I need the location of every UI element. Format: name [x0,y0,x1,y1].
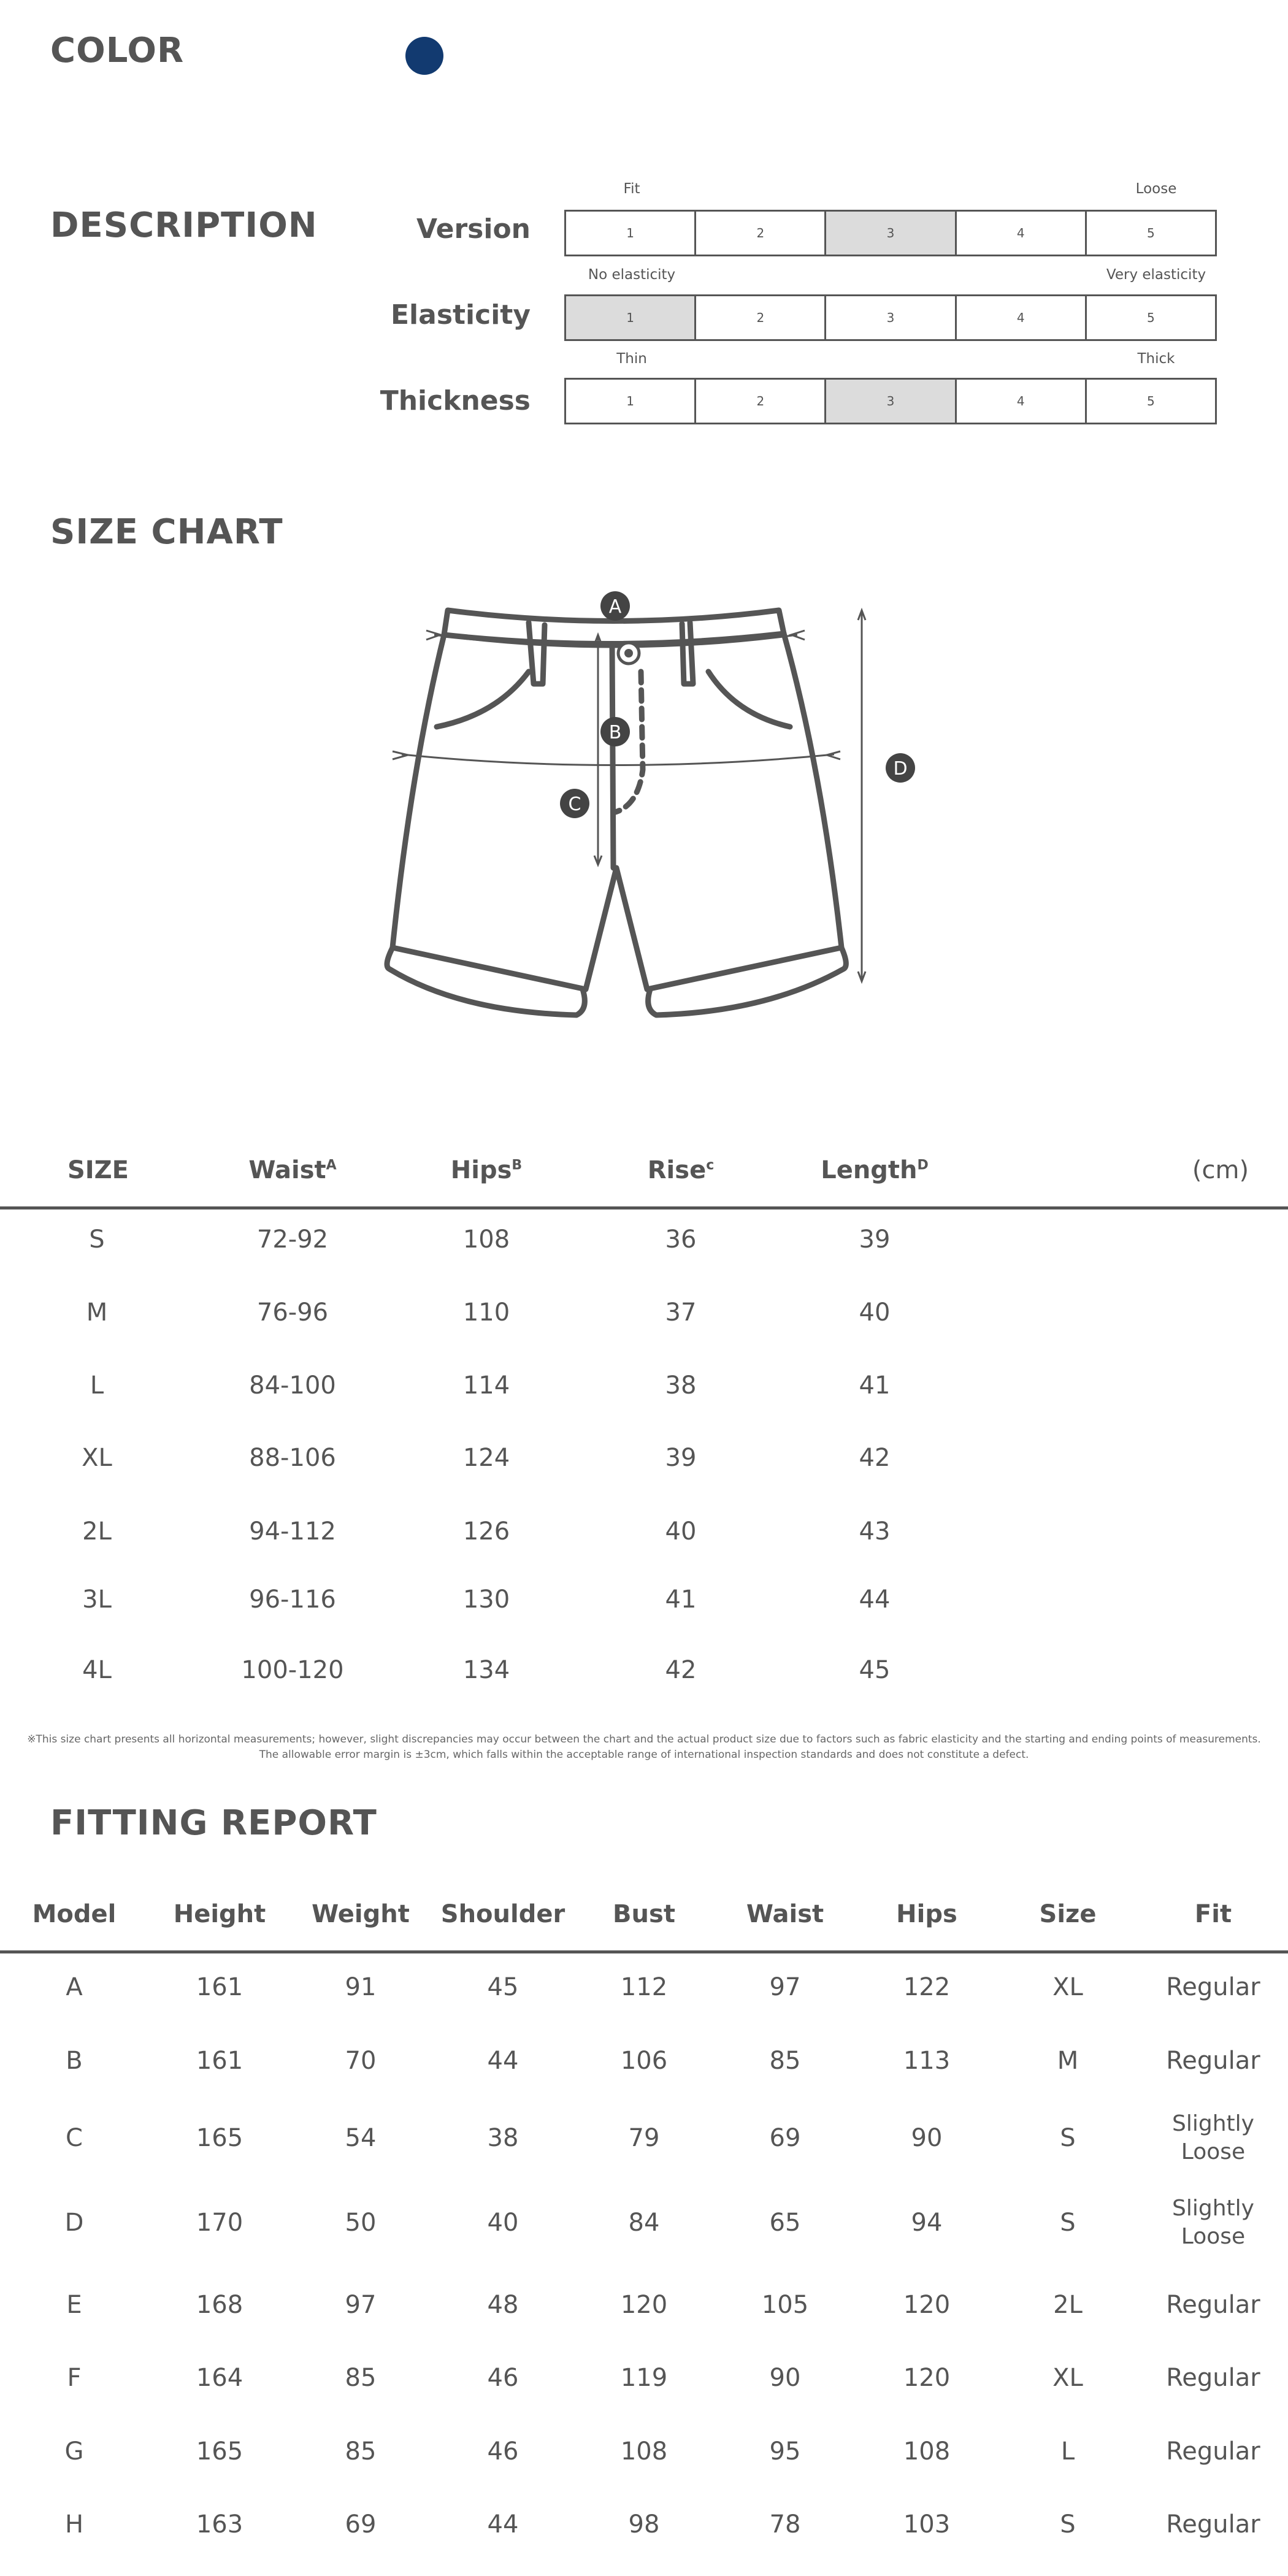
fit-header-fit: Fit [1194,1900,1232,1928]
version-level-3: 3 [826,212,956,255]
size-cell-hips: 108 [462,1225,510,1254]
size-cell-hips: 134 [462,1656,510,1684]
fit-cell-weight: 54 [345,2124,377,2152]
elasticity-level-2: 2 [696,296,826,339]
fit-cell-model: F [67,2364,82,2392]
version-low-label: Fit [623,181,640,197]
fit-cell-shoulder: 44 [487,2510,519,2539]
fit-cell-size: 2L [1053,2291,1083,2319]
thickness-scale [564,378,1217,424]
fit-cell-hips: 120 [903,2364,951,2392]
size-cell-hips: 124 [462,1444,510,1472]
color-title: COLOR [50,31,185,71]
fit-cell-hips: 94 [911,2209,943,2237]
size-cell-length: 39 [859,1225,891,1254]
fit-cell-waist: 95 [769,2437,801,2466]
fit-cell-shoulder: 45 [487,1973,519,2001]
version-scale [564,210,1217,256]
fit-header-model: Model [32,1900,117,1928]
fit-cell-weight: 85 [345,2364,377,2392]
fit-cell-waist: 85 [769,2047,801,2075]
size-cell-length: 44 [859,1585,891,1614]
size-cell-waist: 72-92 [256,1225,329,1254]
thickness-level-4: 4 [957,380,1087,423]
fit-cell-hips: 122 [903,1973,951,2001]
fit-cell-fit: Slightly Loose [1172,2111,1254,2164]
size-cell-rise: 41 [665,1585,697,1614]
fit-cell-height: 165 [196,2437,243,2466]
unit-label: (cm) [1192,1156,1249,1184]
size-cell-length: 42 [859,1444,891,1472]
fit-cell-height: 161 [196,2047,243,2075]
fit-cell-hips: 120 [903,2291,951,2319]
fit-cell-shoulder: 46 [487,2437,519,2466]
size-cell-length: 41 [859,1371,891,1400]
version-high-label: Loose [1135,181,1177,197]
elasticity-level-5: 5 [1087,296,1215,339]
elasticity-level-1: 1 [566,296,696,339]
fit-cell-bust: 98 [628,2510,660,2539]
size-cell-length: 43 [859,1517,891,1546]
size-cell-rise: 38 [665,1371,697,1400]
size-cell-size: L [90,1371,104,1400]
rise-header: Rise$^c$ [647,1156,715,1184]
fit-header-bust: Bust [613,1900,675,1928]
shorts-outline-icon [387,610,846,1015]
fit-cell-waist: 65 [769,2209,801,2237]
version-level-5: 5 [1087,212,1215,255]
size-cell-hips: 126 [462,1517,510,1546]
fit-cell-size: L [1060,2437,1075,2466]
waist-header: Waist$^A$ [248,1156,337,1184]
fit-cell-height: 168 [196,2291,243,2319]
fit-cell-fit: Slightly Loose [1172,2196,1254,2249]
fit-cell-fit: Regular [1166,2437,1260,2466]
fit-cell-hips: 108 [903,2437,951,2466]
fit-cell-model: C [66,2124,83,2152]
fit-cell-height: 170 [196,2209,243,2237]
fit-cell-hips: 113 [903,2047,951,2075]
fit-cell-height: 161 [196,1973,243,2001]
fit-cell-weight: 69 [345,2510,377,2539]
fit-cell-waist: 97 [769,1973,801,2001]
marker-a-label: A [608,596,622,618]
description-title: DESCRIPTION [50,205,318,245]
fit-cell-height: 165 [196,2124,243,2152]
fit-cell-fit: Regular [1166,2291,1260,2319]
elasticity-level-4: 4 [957,296,1087,339]
marker-b-label: B [608,722,622,743]
size-header-rule [0,1206,1288,1209]
fit-cell-bust: 112 [620,1973,668,2001]
marker-d [886,753,915,783]
version-level-1: 1 [566,212,696,255]
size-cell-rise: 37 [665,1298,697,1327]
fit-cell-weight: 97 [345,2291,377,2319]
size-cell-length: 40 [859,1298,891,1327]
fit-cell-size: XL [1052,2364,1083,2392]
size-cell-size: 3L [82,1585,112,1614]
size-cell-size: M [86,1298,108,1327]
hips-header: Hips$^B$ [450,1156,523,1184]
button-icon [618,643,639,664]
fit-cell-fit: Regular [1166,2047,1260,2075]
size-cell-hips: 114 [462,1371,510,1400]
fit-cell-bust: 108 [620,2437,668,2466]
fit-cell-size: XL [1052,1973,1083,2001]
fit-cell-weight: 50 [345,2209,377,2237]
fit-header-weight: Weight [312,1900,410,1928]
thickness-level-5: 5 [1087,380,1215,423]
marker-b [600,717,630,746]
size-cell-rise: 39 [665,1444,697,1472]
size-cell-rise: 36 [665,1225,697,1254]
fit-header-shoulder: Shoulder [440,1900,565,1928]
size-cell-waist: 94-112 [249,1517,336,1546]
fit-cell-waist: 90 [769,2364,801,2392]
length-header: Length$^D$ [821,1156,929,1184]
size-header: SIZE [67,1156,129,1184]
fit-cell-fit: Regular [1166,2510,1260,2539]
size-note-line-1: ※This size chart presents all horizontal measurements; however, slight discrepancies may occur between the chart and the actual product size due to factors such as fabric elasticity and the starting and ending points of measurements. [27,1733,1261,1746]
fit-cell-size: M [1057,2047,1079,2075]
shorts-diagram [368,586,920,1027]
fit-cell-shoulder: 46 [487,2364,519,2392]
fit-cell-height: 164 [196,2364,243,2392]
fit-cell-model: E [66,2291,82,2319]
size-cell-size: XL [82,1444,112,1472]
fit-cell-fit: Regular [1166,1973,1260,2001]
fit-cell-hips: 103 [903,2510,951,2539]
fit-header-hips: Hips [896,1900,957,1928]
size-cell-hips: 130 [462,1585,510,1614]
thickness-low-label: Thin [616,351,647,367]
thickness-level-1: 1 [566,380,696,423]
size-cell-size: 2L [82,1517,112,1546]
marker-d-label: D [893,758,908,780]
fit-cell-model: B [66,2047,83,2075]
size-cell-size: S [89,1225,105,1254]
fit-cell-model: A [66,1973,83,2001]
fit-cell-size: S [1060,2209,1076,2237]
fit-cell-shoulder: 38 [487,2124,519,2152]
size-cell-waist: 100-120 [241,1656,344,1684]
fit-cell-weight: 85 [345,2437,377,2466]
fit-header-waist: Waist [746,1900,824,1928]
fit-cell-bust: 106 [620,2047,668,2075]
fit-cell-bust: 119 [620,2364,668,2392]
fit-cell-hips: 90 [911,2124,943,2152]
fit-cell-weight: 70 [345,2047,377,2075]
fit-cell-waist: 69 [769,2124,801,2152]
thickness-level-2: 2 [696,380,826,423]
fit-cell-shoulder: 44 [487,2047,519,2075]
size-cell-hips: 110 [462,1298,510,1327]
marker-c [560,789,589,818]
fitting-report-title: FITTING REPORT [50,1803,377,1843]
fit-header-size: Size [1039,1900,1097,1928]
size-chart-title: SIZE CHART [50,512,283,552]
size-cell-waist: 88-106 [249,1444,336,1472]
size-note-line-2: The allowable error margin is ±3cm, which falls within the acceptable range of international inspection standards and does not constitute a defect. [259,1749,1029,1761]
fit-header-height: Height [173,1900,266,1928]
fit-cell-model: G [64,2437,84,2466]
marker-a [600,591,630,621]
fitting-header-rule [0,1950,1288,1953]
thickness-level-3: 3 [826,380,956,423]
size-cell-rise: 42 [665,1656,697,1684]
fit-cell-size: S [1060,2510,1076,2539]
color-swatch[interactable] [405,37,443,75]
thickness-high-label: Thick [1137,351,1175,367]
version-level-4: 4 [957,212,1087,255]
fit-cell-waist: 105 [761,2291,809,2319]
fit-cell-fit: Regular [1166,2364,1260,2392]
thickness-label: Thickness [380,385,531,416]
size-cell-waist: 76-96 [256,1298,329,1327]
fit-cell-height: 163 [196,2510,243,2539]
elasticity-high-label: Very elasticity [1106,267,1206,283]
fit-cell-weight: 91 [345,1973,377,2001]
elasticity-low-label: No elasticity [588,267,676,283]
fit-cell-waist: 78 [769,2510,801,2539]
version-level-2: 2 [696,212,826,255]
size-cell-waist: 84-100 [249,1371,336,1400]
size-cell-size: 4L [82,1656,112,1684]
fit-cell-model: D [64,2209,84,2237]
elasticity-label: Elasticity [390,299,531,331]
size-cell-waist: 96-116 [249,1585,336,1614]
fit-cell-bust: 79 [628,2124,660,2152]
fit-cell-size: S [1060,2124,1076,2152]
version-label: Version [416,213,531,245]
fit-cell-model: H [64,2510,84,2539]
fit-cell-bust: 120 [620,2291,668,2319]
elasticity-scale [564,294,1217,341]
elasticity-level-3: 3 [826,296,956,339]
size-cell-length: 45 [859,1656,891,1684]
fit-cell-shoulder: 40 [487,2209,519,2237]
size-cell-rise: 40 [665,1517,697,1546]
fit-cell-bust: 84 [628,2209,660,2237]
fit-cell-shoulder: 48 [487,2291,519,2319]
marker-c-label: C [568,794,581,815]
